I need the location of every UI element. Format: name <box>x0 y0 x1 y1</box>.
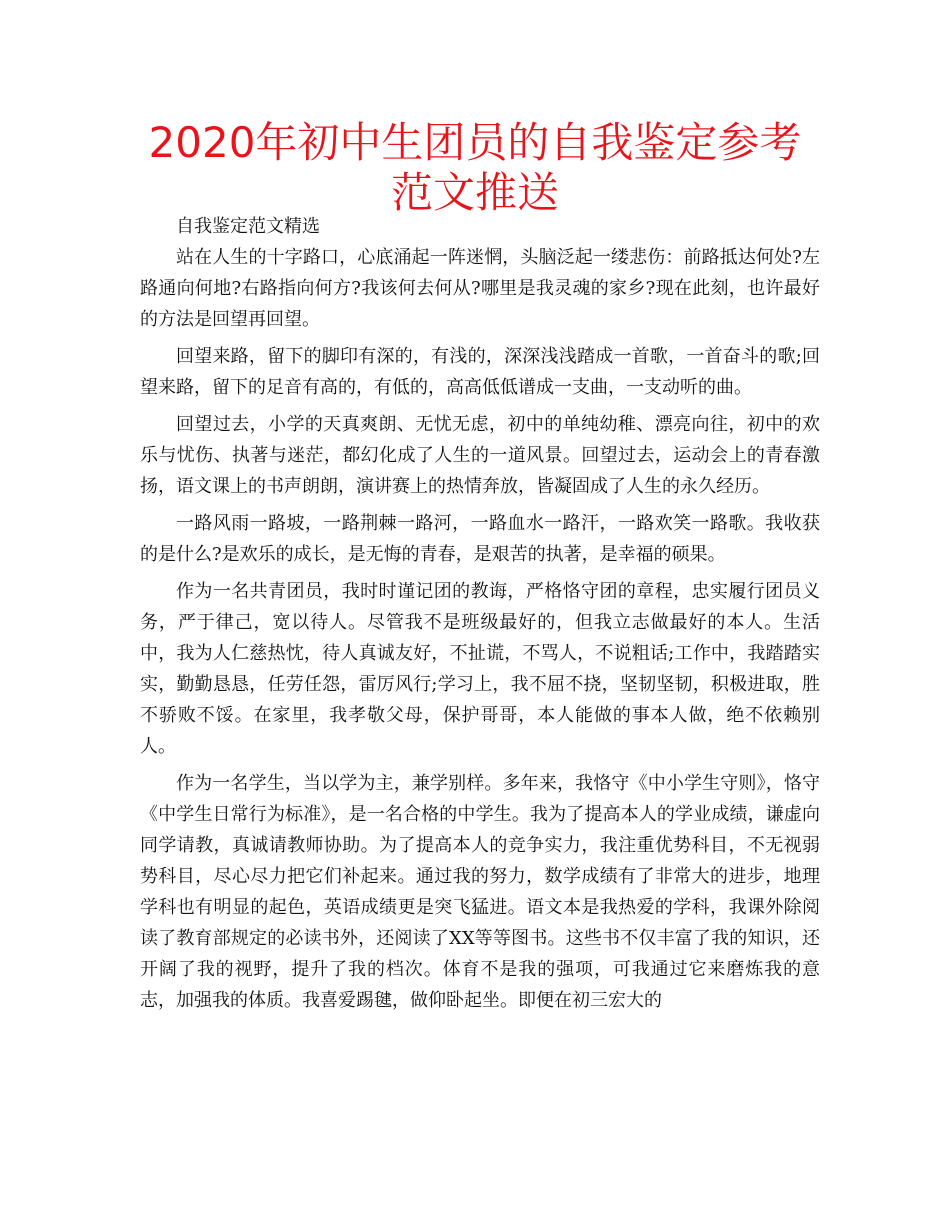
paragraph: 站在人生的十字路口，心底涌起一阵迷惘，头脑泛起一缕悲伤：前路抵达何处?左路通向何地?右路指向何方?我该何去何从?哪里是我灵魂的家乡?现在此刻，也许最好的方法是回望再回望。 <box>140 247 820 330</box>
document-body <box>140 211 820 1016</box>
paragraph: 回望来路，留下的脚印有深的，有浅的，深深浅浅踏成一首歌，一首奋斗的歌;回望来路，留下的足音有高的，有低的，高高低低谱成一支曲，一支动听的曲。 <box>140 346 820 398</box>
paragraph: 作为一名学生，当以学为主，兼学别样。多年来，我恪守《中小学生守则》，恪守《中学生日常行为标准》，是一名合格的中学生。我为了提高本人的学业成绩，谦虚向同学请教，真诚请教师协助。为了提高本人的竞争实力，我注重优势科目，不无视弱势科目，尽心尽力把它们补起来。通过我的努力，数学成绩有了非常大的进步，地理学科也有明显的起色，英语成绩更是突飞猛进。语文本是我热爱的学科，我课外除阅读了教育部规定的必读书外，还阅读了XX等等图书。这些书不仅丰富了我的知识，还开阔了我的视野，提升了我的档次。体育不是我的强项，可我通过它来磨炼我的意志，加强我的体质。我喜爱踢毽，做仰卧起坐。即便在初三宏大的 <box>140 773 820 1011</box>
paragraph: 一路风雨一路坡，一路荆棘一路河，一路血水一路汗，一路欢笑一路歌。我收获的是什么?是欢乐的成长，是无悔的青春，是艰苦的执著，是幸福的硕果。 <box>140 513 820 565</box>
paragraph: 回望过去，小学的天真爽朗、无忧无虑，初中的单纯幼稚、漂亮向往，初中的欢乐与忧伤、执著与迷茫，都幻化成了人生的一道风景。回望过去，运动会上的青春激扬，语文课上的书声朗朗，演讲赛上的热情奔放，皆凝固成了人生的永久经历。 <box>140 414 820 497</box>
paragraph: 作为一名共青团员，我时时谨记团的教诲，严格恪守团的章程，忠实履行团员义务，严于律己，宽以待人。尽管我不是班级最好的，但我立志做最好的本人。生活中，我为人仁慈热忱，待人真诚友好，不扯谎，不骂人，不说粗话;工作中，我踏踏实实，勤勤恳恳，任劳任怨，雷厉风行;学习上，我不屈不挠，坚韧坚韧，积极进取，胜不骄败不馁。在家里，我孝敬父母，保护哥哥，本人能做的事本人做，绝不依赖别人。 <box>140 581 820 757</box>
paragraph-subtitle: 自我鉴定范文精选 <box>176 216 320 237</box>
document-title: 2020年初中生团员的自我鉴定参考范文推送 <box>148 118 802 217</box>
